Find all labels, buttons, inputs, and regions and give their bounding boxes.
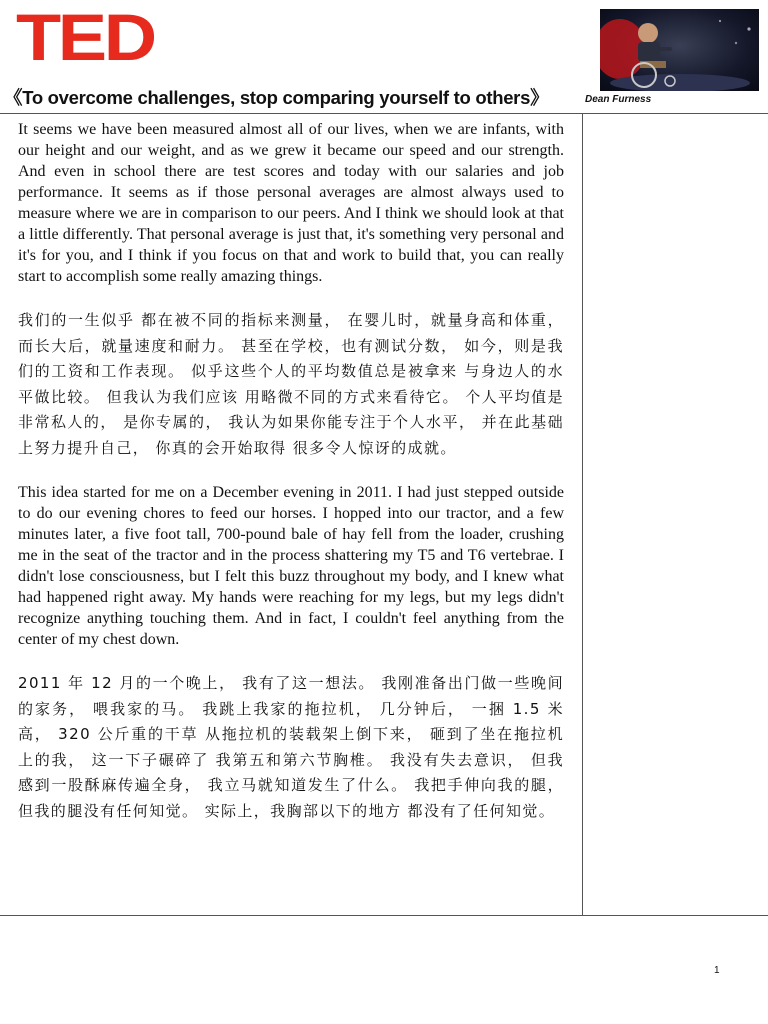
speaker-name: Dean Furness bbox=[585, 94, 652, 105]
margin-column-divider bbox=[582, 113, 583, 915]
chinese-paragraph-2: 2011 年 12 月的一个晚上， 我有了这一想法。 我刚准备出门做一些晚间的家务， 喂我家的马。 我跳上我家的拖拉机， 几分钟后， 一捆 1.5 米高， 320 公斤重的干草 从拖拉机的装载架上倒下来， 砸到了坐在拖拉机上的我， 这一下子碾碎了 我第五和第六节胸椎。 我没有失去意识， 但我感到一股酥麻传遍全身， 我立马就知道发生了什么。 我把手伸向我的腿， 但我的腿没有任何知觉。 实际上，我胸部以下的地方 都没有了任何知觉。 bbox=[18, 674, 564, 820]
english-paragraph-2: This idea started for me on a December evening in 2011. I had just stepped outside to do our evening chores to feed our horses. I hopped into our tractor, and a few minutes later, a five foot tall, 700-pound bale of hay fell from the loader, crushing me in the seat of the tractor and in the process shattering my T5 and T6 vertebrae. I didn't lose consciousness, but I felt this buzz throughout my body, and I knew what had happened right away. My hands were reaching for my legs, but my legs didn't recognize anything touching them. And in fact, I couldn't feel anything from the center of my chest down. bbox=[18, 484, 564, 648]
speaker-on-stage-image bbox=[600, 9, 759, 91]
footer-divider bbox=[0, 915, 768, 916]
ted-logo: TED bbox=[16, 0, 154, 74]
transcript-body bbox=[18, 119, 564, 845]
header-divider bbox=[0, 113, 768, 114]
speaker-photo bbox=[600, 9, 759, 91]
chinese-paragraph-1: 我们的一生似乎 都在被不同的指标来测量， 在婴儿时，就量身高和体重， 而长大后，就量速度和耐力。 甚至在学校，也有测试分数， 如今，则是我们的工资和工作表现。 似乎这些个人的平均数值总是被拿来 与身边人的水平做比较。 但我认为我们应该 用略微不同的方式来看待它。 个人平均值是非常私人的， 是你专属的， 我认为如果你能专注于个人水平， 并在此基础上努力提升自己， 你真的会开始取得 很多令人惊讶的成就。 bbox=[18, 311, 564, 457]
english-paragraph-1: It seems we have been measured almost all of our lives, when we are infants, with our height and our weight, and as we grew it became our speed and our strength. And even in school there are test scores and today with our salaries and job performance. It seems as if those personal averages are almost always used to measure where we are in comparison to our peers. And I think we should look at that a little differently. That personal average is just that, it's something very personal and it's for you, and I think if you focus on that and work to build that, you can really start to accomplish some really amazing things. bbox=[18, 121, 564, 285]
talk-title: 《To overcome challenges, stop comparing yourself to others》 bbox=[4, 87, 549, 108]
page-number: 1 bbox=[714, 965, 720, 976]
